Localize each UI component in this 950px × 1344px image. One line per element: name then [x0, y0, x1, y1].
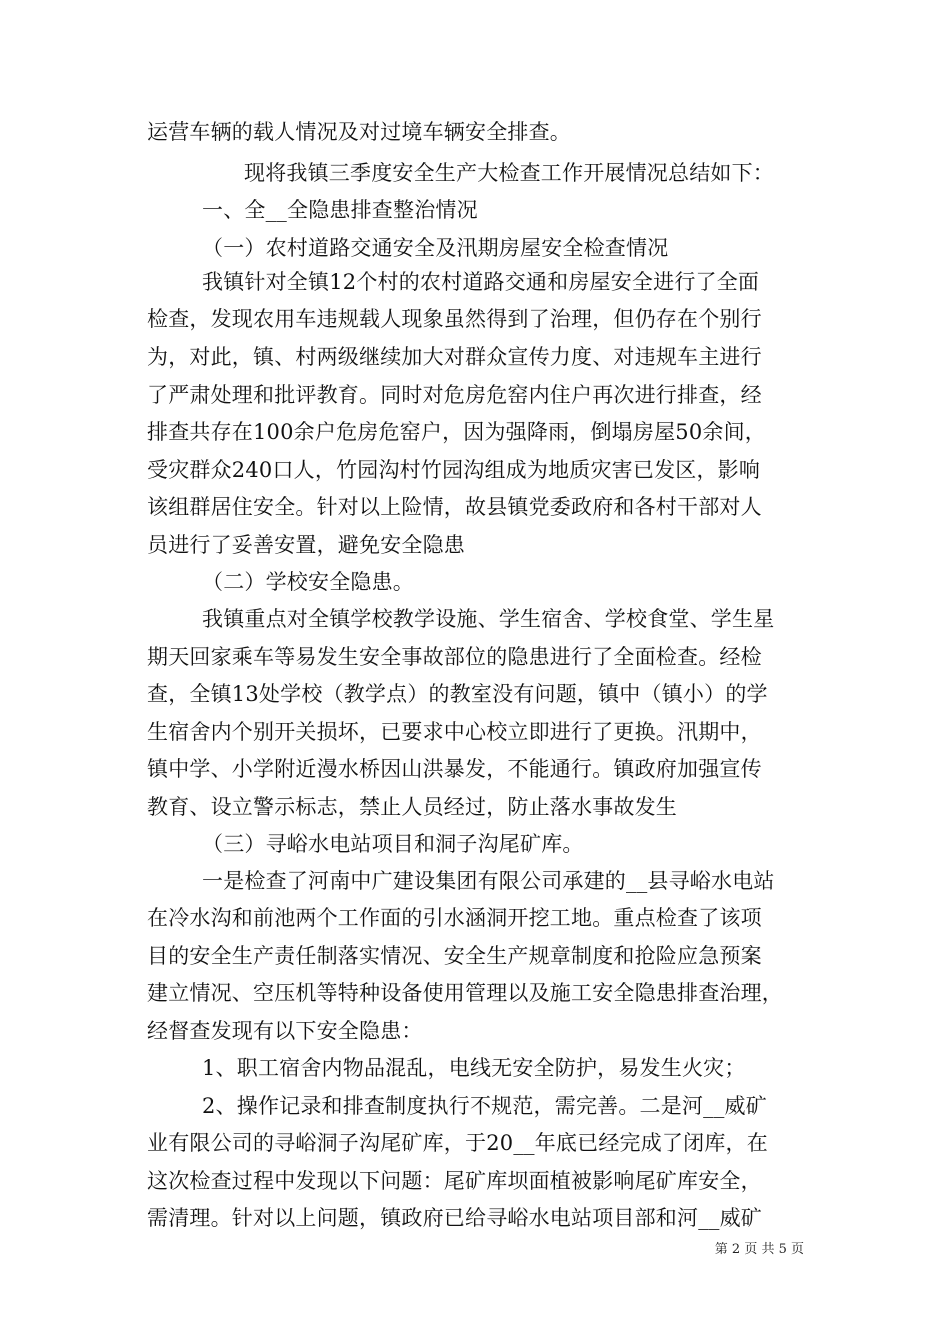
text-line: 员进行了妥善安置，避免安全隐患: [147, 533, 465, 557]
text-line: 镇中学、小学附近漫水桥因山洪暴发，不能通行。镇政府加强宣传: [147, 757, 762, 781]
text-line: 排查共存在100余户危房危窑户，因为强降雨，倒塌房屋50余间，: [147, 420, 767, 444]
subsection-heading: （一）农村道路交通安全及汛期房屋安全检查情况: [202, 236, 669, 260]
text-line: 该组群居住安全。针对以上险情，故县镇党委政府和各村干部对人: [147, 495, 762, 519]
text-line: 查，全镇13处学校（教学点）的教室没有问题，镇中（镇小）的学: [147, 682, 768, 706]
text-line: 业有限公司的寻峪洞子沟尾矿库，于20__年底已经完成了闭库，在: [147, 1131, 768, 1155]
text-line: 我镇重点对全镇学校教学设施、学生宿舍、学校食堂、学生星: [202, 607, 775, 631]
text-line: 一是检查了河南中广建设集团有限公司承建的__县寻峪水电站: [202, 869, 775, 893]
subsection-heading: （二）学校安全隐患。: [202, 570, 414, 594]
list-item: 1、职工宿舍内物品混乱，电线无安全防护，易发生火灾；: [202, 1056, 746, 1080]
text-line: 我镇针对全镇12个村的农村道路交通和房屋安全进行了全面: [202, 270, 760, 294]
subsection-heading: （三）寻峪水电站项目和洞子沟尾矿库。: [202, 832, 584, 856]
text-line: 建立情况、空压机等特种设备使用管理以及施工安全隐患排查治理，: [147, 981, 783, 1005]
text-line: 运营车辆的载人情况及对过境车辆安全排查。: [147, 120, 571, 144]
text-line: 检查，发现农用车违规载人现象虽然得到了治理，但仍存在个别行: [147, 307, 762, 331]
text-line: 生宿舍内个别开关损坏，已要求中心校立即进行了更换。汛期中，: [147, 720, 762, 744]
page-number-footer: 第 2 页 共 5 页: [714, 1242, 804, 1257]
text-line: 需清理。针对以上问题，镇政府已给寻峪水电站项目部和河__威矿: [147, 1206, 762, 1230]
text-line: 这次检查过程中发现以下问题：尾矿库坝面植被影响尾矿库安全，: [147, 1169, 762, 1193]
text-line: 经督查发现有以下安全隐患：: [147, 1019, 423, 1043]
list-item: 2、操作记录和排查制度执行不规范，需完善。二是河__威矿: [202, 1094, 767, 1118]
text-line: 教育、设立警示标志，禁止人员经过，防止落水事故发生: [147, 795, 677, 819]
text-line: 现将我镇三季度安全生产大检查工作开展情况总结如下：: [244, 161, 774, 185]
text-line: 为，对此，镇、村两级继续加大对群众宣传力度、对违规车主进行: [147, 345, 762, 369]
text-line: 期天回家乘车等易发生安全事故部位的隐患进行了全面检查。经检: [147, 645, 762, 669]
text-line: 受灾群众240口人，竹园沟村竹园沟组成为地质灾害已发区，影响: [147, 458, 761, 482]
section-heading: 一、全__全隐患排查整治情况: [202, 198, 478, 222]
text-line: 目的安全生产责任制落实情况、安全生产规章制度和抢险应急预案: [147, 944, 762, 968]
text-line: 在冷水沟和前池两个工作面的引水涵洞开挖工地。重点检查了该项: [147, 906, 762, 930]
text-line: 了严肃处理和批评教育。同时对危房危窑内住户再次进行排查，经: [147, 383, 762, 407]
